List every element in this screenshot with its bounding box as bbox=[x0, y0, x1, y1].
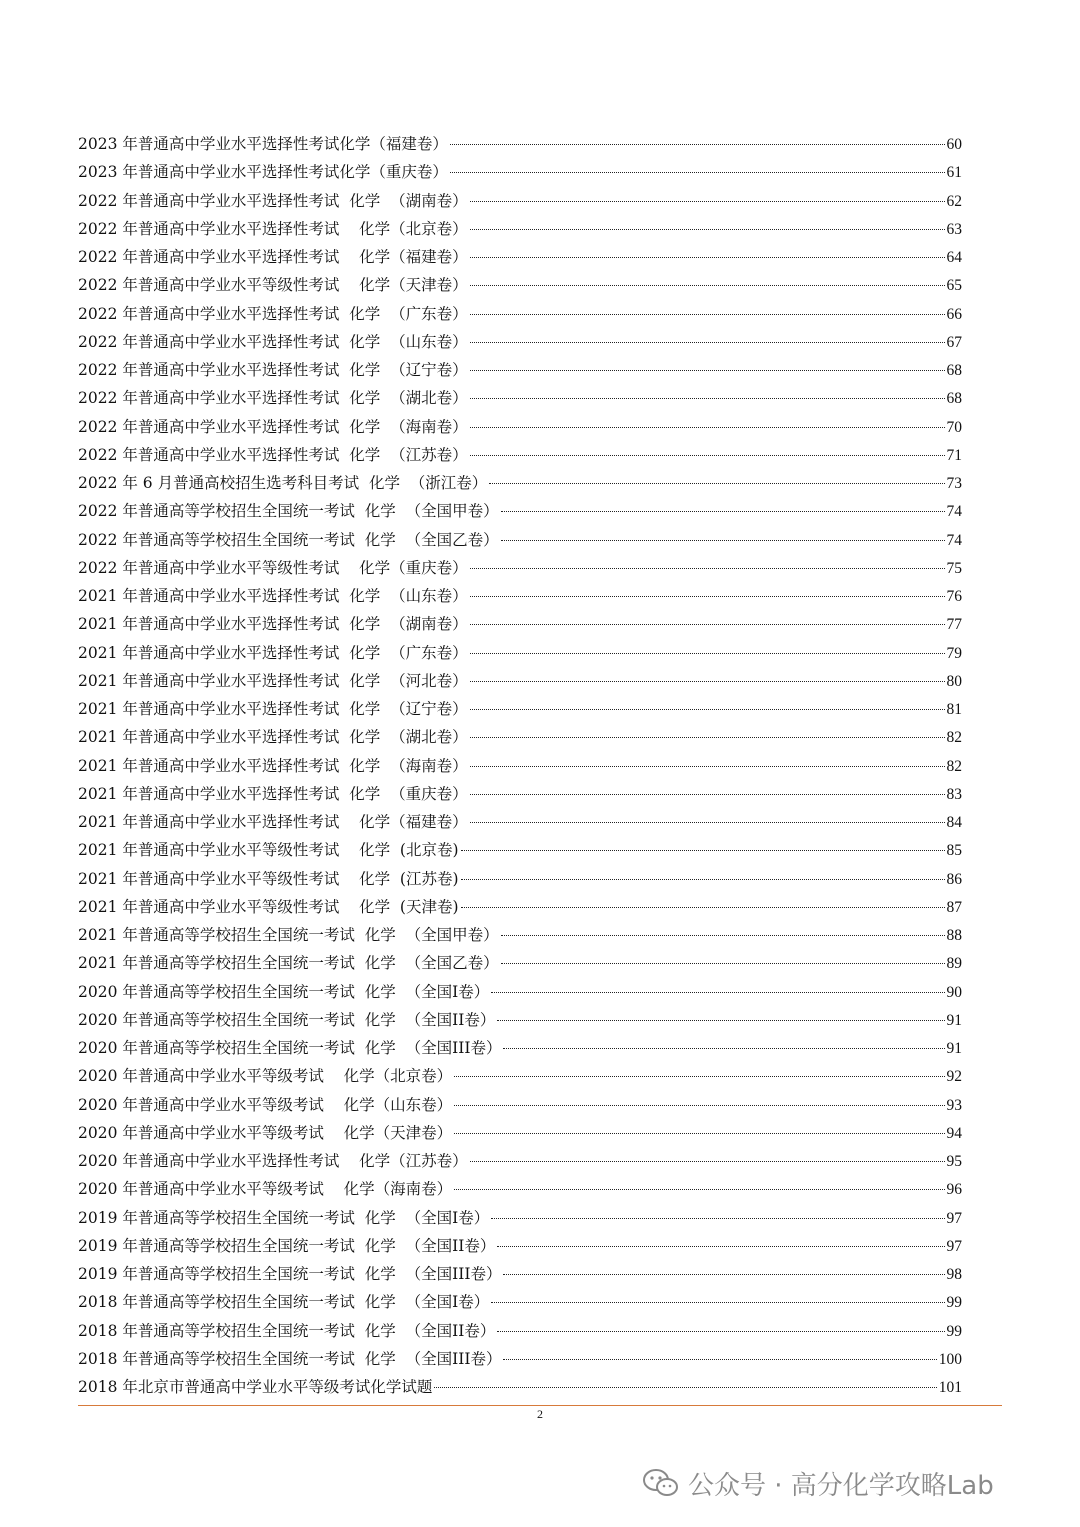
toc-leader-dots bbox=[470, 455, 945, 456]
toc-entry-page: 63 bbox=[946, 220, 962, 238]
toc-leader-dots bbox=[491, 1302, 944, 1303]
toc-leader-dots bbox=[470, 370, 945, 371]
toc-entry-page: 80 bbox=[946, 672, 962, 690]
toc-entry[interactable] bbox=[78, 723, 962, 751]
toc-entry-page: 97 bbox=[946, 1209, 962, 1227]
toc-entry-page: 75 bbox=[946, 559, 962, 577]
toc-entry[interactable] bbox=[78, 328, 962, 356]
toc-entry-title: 2022 年普通高中学业水平选择性考试 化学 （辽宁卷） bbox=[78, 361, 468, 379]
toc-entry-title: 2021 年普通高中学业水平选择性考试 化学 （广东卷） bbox=[78, 643, 468, 662]
toc-entry[interactable] bbox=[78, 1232, 962, 1260]
toc-entry-title: 2021 年普通高中学业水平等级性考试 化学 (北京卷) bbox=[78, 841, 459, 860]
toc-leader-dots bbox=[470, 398, 945, 399]
toc-entry-page: 95 bbox=[946, 1153, 962, 1170]
toc-leader-dots bbox=[454, 1105, 944, 1106]
toc-leader-dots bbox=[470, 285, 945, 286]
toc-leader-dots bbox=[450, 144, 945, 145]
toc-entry[interactable] bbox=[78, 271, 962, 299]
toc-entry-page: 60 bbox=[946, 136, 962, 153]
toc-entry[interactable] bbox=[78, 158, 962, 186]
toc-leader-dots bbox=[470, 737, 945, 738]
toc-entry[interactable] bbox=[78, 300, 962, 328]
toc-entry-title: 2019 年普通高等学校招生全国统一考试 化学 （全国III卷） bbox=[78, 1265, 502, 1283]
toc-entry-title: 2021 年普通高中学业水平选择性考试 化学 （河北卷） bbox=[78, 671, 468, 690]
toc-leader-dots bbox=[491, 992, 944, 993]
toc-entry[interactable] bbox=[78, 1034, 962, 1062]
toc-entry-page: 88 bbox=[946, 927, 962, 944]
watermark-text: 公众号 · 高分化学攻略Lab bbox=[688, 1470, 994, 1501]
toc-leader-dots bbox=[503, 1048, 944, 1049]
toc-entry-title: 2022 年普通高中学业水平选择性考试 化学 （湖北卷） bbox=[78, 389, 468, 408]
toc-entry-page: 101 bbox=[938, 1379, 962, 1396]
footer-rule bbox=[78, 1405, 1002, 1406]
toc-leader-dots bbox=[470, 822, 945, 823]
toc-leader-dots bbox=[470, 794, 945, 795]
toc-entry-page: 61 bbox=[946, 164, 962, 182]
toc-entry-page: 73 bbox=[946, 475, 962, 492]
toc-entry-page: 79 bbox=[946, 644, 962, 662]
toc-leader-dots bbox=[470, 229, 945, 230]
toc-leader-dots bbox=[450, 172, 945, 173]
toc-entry-title: 2021 年普通高等学校招生全国统一考试 化学 （全国乙卷） bbox=[78, 954, 499, 973]
toc-entry[interactable] bbox=[78, 1091, 962, 1119]
toc-entry[interactable] bbox=[78, 752, 962, 780]
table-of-contents bbox=[78, 130, 962, 1401]
toc-entry-page: 70 bbox=[946, 418, 962, 436]
toc-entry[interactable] bbox=[78, 497, 962, 525]
toc-entry-page: 99 bbox=[946, 1294, 962, 1312]
toc-leader-dots bbox=[470, 257, 945, 258]
toc-entry-title: 2020 年普通高中学业水平选择性考试 化学（江苏卷） bbox=[78, 1152, 468, 1170]
toc-entry-title: 2022 年普通高中学业水平选择性考试 化学 （湖南卷） bbox=[78, 191, 468, 210]
toc-leader-dots bbox=[491, 1218, 944, 1219]
toc-entry-title: 2021 年普通高中学业水平选择性考试 化学（福建卷） bbox=[78, 813, 468, 831]
toc-leader-dots bbox=[470, 427, 945, 428]
toc-entry-page: 84 bbox=[946, 814, 962, 831]
toc-entry-page: 67 bbox=[946, 333, 962, 351]
toc-leader-dots bbox=[470, 342, 945, 343]
toc-entry[interactable] bbox=[78, 639, 962, 667]
toc-entry-title: 2022 年普通高中学业水平等级性考试 化学（天津卷） bbox=[78, 276, 468, 295]
toc-entry-title: 2021 年普通高中学业水平选择性考试 化学 （海南卷） bbox=[78, 756, 468, 775]
toc-leader-dots bbox=[470, 766, 945, 767]
toc-leader-dots bbox=[461, 879, 945, 880]
toc-entry[interactable] bbox=[78, 413, 962, 441]
toc-entry[interactable] bbox=[78, 949, 962, 977]
toc-leader-dots bbox=[501, 540, 945, 541]
toc-entry[interactable] bbox=[78, 836, 962, 864]
toc-entry-title: 2018 年普通高等学校招生全国统一考试 化学 （全国III卷） bbox=[78, 1349, 502, 1368]
toc-entry-page: 87 bbox=[946, 898, 962, 916]
toc-entry[interactable] bbox=[78, 808, 962, 836]
toc-leader-dots bbox=[470, 1161, 945, 1162]
toc-entry[interactable] bbox=[78, 384, 962, 412]
toc-entry[interactable] bbox=[78, 243, 962, 271]
toc-entry-title: 2021 年普通高中学业水平等级性考试 化学 (江苏卷) bbox=[78, 869, 459, 888]
toc-entry[interactable] bbox=[78, 921, 962, 949]
toc-leader-dots bbox=[454, 1076, 944, 1077]
toc-entry[interactable] bbox=[78, 1119, 962, 1147]
toc-entry-title: 2022 年普通高中学业水平等级性考试 化学（重庆卷） bbox=[78, 558, 468, 577]
toc-entry-page: 96 bbox=[946, 1181, 962, 1199]
toc-entry-page: 91 bbox=[946, 1011, 962, 1029]
toc-entry-title: 2021 年普通高中学业水平选择性考试 化学 （重庆卷） bbox=[78, 784, 468, 803]
toc-entry[interactable] bbox=[78, 1204, 962, 1232]
toc-entry-page: 97 bbox=[946, 1237, 962, 1255]
toc-entry-page: 64 bbox=[946, 249, 962, 266]
toc-entry-title: 2018 年普通高等学校招生全国统一考试 化学 （全国I卷） bbox=[78, 1293, 490, 1312]
toc-entry-page: 86 bbox=[946, 870, 962, 888]
toc-entry-page: 100 bbox=[938, 1350, 962, 1368]
toc-entry-title: 2021 年普通高中学业水平选择性考试 化学 （辽宁卷） bbox=[78, 700, 468, 718]
toc-leader-dots bbox=[501, 963, 945, 964]
toc-entry-title: 2022 年普通高等学校招生全国统一考试 化学 （全国乙卷） bbox=[78, 530, 499, 549]
toc-entry-title: 2019 年普通高等学校招生全国统一考试 化学 （全国I卷） bbox=[78, 1208, 490, 1227]
toc-entry-page: 82 bbox=[946, 757, 962, 775]
toc-entry-title: 2021 年普通高中学业水平选择性考试 化学 （湖北卷） bbox=[78, 728, 468, 747]
toc-entry-title: 2022 年普通高中学业水平选择性考试 化学 （山东卷） bbox=[78, 332, 468, 351]
toc-leader-dots bbox=[470, 624, 945, 625]
toc-entry-title: 2018 年普通高等学校招生全国统一考试 化学 （全国II卷） bbox=[78, 1321, 496, 1340]
toc-entry-page: 68 bbox=[946, 362, 962, 379]
toc-entry[interactable] bbox=[78, 130, 962, 158]
toc-entry[interactable] bbox=[78, 865, 962, 893]
toc-entry[interactable] bbox=[78, 695, 962, 723]
toc-entry-title: 2020 年普通高等学校招生全国统一考试 化学 （全国I卷） bbox=[78, 982, 490, 1001]
toc-entry-page: 90 bbox=[946, 983, 962, 1001]
page-number: 2 bbox=[537, 1407, 543, 1421]
toc-entry[interactable] bbox=[78, 526, 962, 554]
toc-entry-page: 85 bbox=[946, 842, 962, 860]
toc-leader-dots bbox=[461, 850, 945, 851]
toc-entry-page: 71 bbox=[946, 446, 962, 464]
toc-leader-dots bbox=[497, 1020, 944, 1021]
toc-entry[interactable] bbox=[78, 215, 962, 243]
toc-entry-title: 2021 年普通高中学业水平等级性考试 化学 (天津卷) bbox=[78, 897, 459, 916]
toc-entry[interactable] bbox=[78, 356, 962, 384]
toc-leader-dots bbox=[470, 596, 945, 597]
toc-entry[interactable] bbox=[78, 1317, 962, 1345]
toc-entry-title: 2022 年普通高中学业水平选择性考试 化学 （江苏卷） bbox=[78, 445, 468, 464]
toc-entry-page: 76 bbox=[946, 588, 962, 605]
toc-leader-dots bbox=[470, 314, 945, 315]
toc-leader-dots bbox=[470, 681, 945, 682]
toc-entry[interactable] bbox=[78, 893, 962, 921]
toc-leader-dots bbox=[454, 1133, 944, 1134]
toc-leader-dots bbox=[434, 1387, 936, 1388]
toc-entry-title: 2022 年普通高中学业水平选择性考试 化学 （海南卷） bbox=[78, 417, 468, 436]
toc-leader-dots bbox=[454, 1189, 944, 1190]
toc-entry[interactable] bbox=[78, 1175, 962, 1203]
toc-entry-page: 65 bbox=[946, 277, 962, 295]
toc-leader-dots bbox=[470, 653, 945, 654]
toc-entry[interactable] bbox=[78, 1288, 962, 1316]
toc-leader-dots bbox=[497, 1331, 944, 1332]
toc-entry-title: 2019 年普通高等学校招生全国统一考试 化学 （全国II卷） bbox=[78, 1236, 496, 1255]
toc-entry-title: 2020 年普通高中学业水平等级考试 化学（海南卷） bbox=[78, 1180, 453, 1199]
toc-entry-page: 91 bbox=[946, 1040, 962, 1057]
toc-entry-page: 92 bbox=[946, 1068, 962, 1086]
toc-entry-page: 68 bbox=[946, 390, 962, 408]
toc-entry-title: 2023 年普通高中学业水平选择性考试化学（福建卷） bbox=[78, 135, 448, 153]
toc-entry-title: 2022 年普通高中学业水平选择性考试 化学（福建卷） bbox=[78, 248, 468, 266]
toc-entry-page: 66 bbox=[946, 305, 962, 323]
toc-entry-page: 94 bbox=[946, 1124, 962, 1142]
toc-entry-title: 2021 年普通高等学校招生全国统一考试 化学 （全国甲卷） bbox=[78, 926, 499, 944]
toc-entry-page: 62 bbox=[946, 192, 962, 210]
toc-leader-dots bbox=[470, 201, 945, 202]
toc-entry-title: 2020 年普通高中学业水平等级考试 化学（山东卷） bbox=[78, 1095, 453, 1114]
toc-leader-dots bbox=[501, 511, 945, 512]
toc-leader-dots bbox=[470, 709, 945, 710]
toc-entry-page: 93 bbox=[946, 1096, 962, 1114]
toc-entry[interactable] bbox=[78, 1260, 962, 1288]
toc-entry-page: 99 bbox=[946, 1322, 962, 1340]
toc-entry-title: 2022 年普通高中学业水平选择性考试 化学（北京卷） bbox=[78, 219, 468, 238]
toc-entry-title: 2020 年普通高中学业水平等级考试 化学（天津卷） bbox=[78, 1123, 453, 1142]
toc-leader-dots bbox=[470, 568, 945, 569]
toc-entry[interactable] bbox=[78, 610, 962, 638]
toc-entry-title: 2021 年普通高中学业水平选择性考试 化学 （湖南卷） bbox=[78, 615, 468, 634]
toc-entry-title: 2018 年北京市普通高中学业水平等级考试化学试题 bbox=[78, 1378, 433, 1396]
toc-entry[interactable] bbox=[78, 1006, 962, 1034]
toc-entry-page: 82 bbox=[946, 729, 962, 747]
toc-entry-title: 2022 年普通高等学校招生全国统一考试 化学 （全国甲卷） bbox=[78, 502, 499, 521]
toc-entry[interactable] bbox=[78, 978, 962, 1006]
toc-entry-title: 2023 年普通高中学业水平选择性考试化学（重庆卷） bbox=[78, 163, 448, 182]
toc-entry-title: 2022 年 6 月普通高校招生选考科目考试 化学 （浙江卷） bbox=[78, 474, 488, 492]
toc-entry-title: 2020 年普通高中学业水平等级考试 化学（北京卷） bbox=[78, 1067, 453, 1086]
toc-entry-title: 2020 年普通高等学校招生全国统一考试 化学 （全国II卷） bbox=[78, 1010, 496, 1029]
toc-entry[interactable] bbox=[78, 582, 962, 610]
toc-leader-dots bbox=[503, 1274, 944, 1275]
toc-entry[interactable] bbox=[78, 1373, 962, 1401]
toc-entry[interactable] bbox=[78, 554, 962, 582]
toc-entry[interactable] bbox=[78, 1345, 962, 1373]
toc-entry-page: 81 bbox=[946, 701, 962, 718]
toc-entry-title: 2022 年普通高中学业水平选择性考试 化学 （广东卷） bbox=[78, 304, 468, 323]
toc-entry-page: 77 bbox=[946, 616, 962, 634]
watermark bbox=[642, 1463, 994, 1503]
toc-entry-page: 83 bbox=[946, 785, 962, 803]
toc-entry-page: 74 bbox=[946, 503, 962, 521]
toc-entry-page: 74 bbox=[946, 531, 962, 549]
toc-entry-page: 89 bbox=[946, 955, 962, 973]
toc-entry[interactable] bbox=[78, 1062, 962, 1090]
toc-entry-title: 2021 年普通高中学业水平选择性考试 化学 （山东卷） bbox=[78, 587, 468, 605]
toc-leader-dots bbox=[503, 1359, 936, 1360]
toc-leader-dots bbox=[489, 483, 944, 484]
toc-leader-dots bbox=[501, 935, 945, 936]
toc-leader-dots bbox=[461, 907, 945, 908]
toc-entry[interactable] bbox=[78, 187, 962, 215]
toc-entry[interactable] bbox=[78, 469, 962, 497]
toc-entry[interactable] bbox=[78, 1147, 962, 1175]
toc-entry[interactable] bbox=[78, 780, 962, 808]
toc-entry-page: 98 bbox=[946, 1266, 962, 1283]
toc-entry[interactable] bbox=[78, 441, 962, 469]
toc-leader-dots bbox=[497, 1246, 944, 1247]
toc-entry-title: 2020 年普通高等学校招生全国统一考试 化学 （全国III卷） bbox=[78, 1039, 502, 1057]
toc-entry[interactable] bbox=[78, 667, 962, 695]
wechat-icon bbox=[642, 1467, 680, 1499]
